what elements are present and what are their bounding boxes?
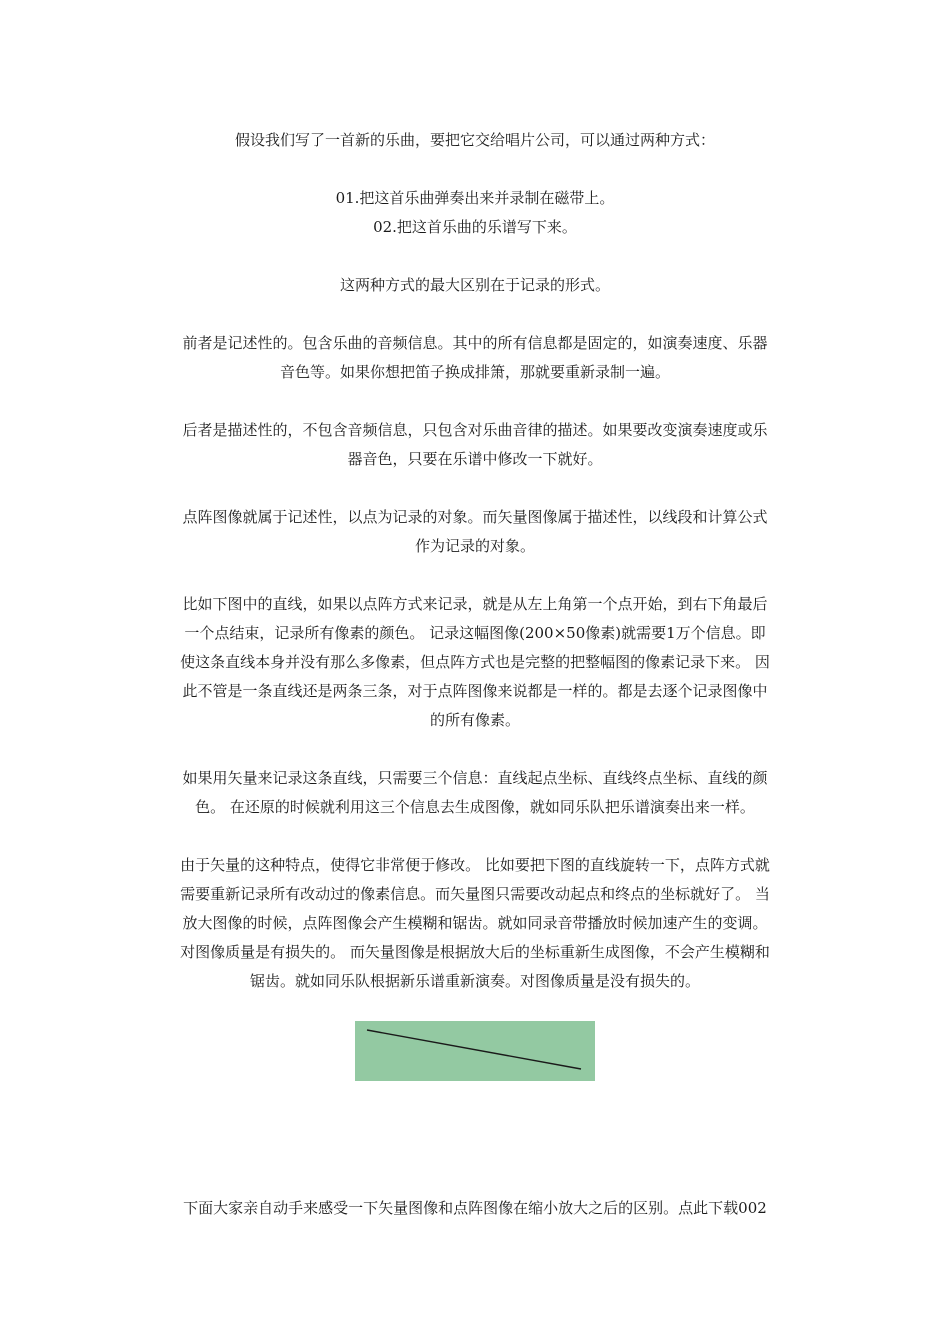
bitmap-line: 作为记录的对象。 [414,537,535,555]
edit-line: 锯齿。就如同乐队根据新乐谱重新演奏。对图像质量是没有损失的。 [249,972,700,990]
bitmap-line: 点阵图像就属于记述性，以点为记录的对象。而矢量图像属于描述性，以线段和计算公式 [182,508,768,526]
edit-line: 放大图像的时候，点阵图像会产生模糊和锯齿。就如同录音带播放时候加速产生的变调。 [182,914,768,932]
example-line: 比如下图中的直线，如果以点阵方式来记录，就是从左上角第一个点开始，到右下角最后 [182,595,768,613]
difference-paragraph: 这两种方式的最大区别在于记录的形式。 [339,276,610,294]
vector-line: 如果用矢量来记录这条直线，只需要三个信息：直线起点坐标、直线终点坐标、直线的颜 [182,769,768,787]
intro-paragraph: 假设我们写了一首新的乐曲，要把它交给唱片公司，可以通过两种方式： [234,131,715,149]
document-body [144,126,806,1081]
example-line: 的所有像素。 [429,711,520,729]
latter-line: 后者是描述性的，不包含音频信息，只包含对乐曲音律的描述。如果要改变演奏速度或乐 [182,421,768,439]
latter-line: 器音色，只要在乐谱中修改一下就好。 [347,450,603,468]
line-figure [355,1021,595,1081]
line-figure-svg [355,1021,595,1081]
example-line: 一个点结束，记录所有像素的颜色。 记录这幅图像(200×50像素)就需要1万个信息。即 [184,624,766,642]
method-2: 02.把这首乐曲的乐谱写下来。 [373,218,577,236]
former-line: 前者是记述性的。包含乐曲的音频信息。其中的所有信息都是固定的，如演奏速度、乐器 [182,334,768,352]
example-line: 此不管是一条直线还是两条三条，对于点阵图像来说都是一样的。都是去逐个记录图像中 [182,682,768,700]
method-1: 01.把这首乐曲弹奏出来并录制在磁带上。 [335,189,615,207]
edit-line: 需要重新记录所有改动过的像素信息。而矢量图只需要改动起点和终点的坐标就好了。 当 [180,885,770,903]
edit-line: 对图像质量是有损失的。 而矢量图像是根据放大后的坐标重新生成图像，不会产生模糊和 [180,943,770,961]
example-line: 使这条直线本身并没有那么多像素，但点阵方式也是完整的把整幅图的像素记录下来。 因 [180,653,770,671]
vector-line: 色。 在还原的时候就利用这三个信息去生成图像，就如同乐队把乐谱演奏出来一样。 [195,798,755,816]
edit-paragraph [144,851,806,996]
bitmap-paragraph [144,503,806,561]
latter-paragraph [144,416,806,474]
example-paragraph [144,590,806,735]
former-paragraph [144,329,806,387]
former-line: 音色等。如果你想把笛子换成排箫，那就要重新录制一遍。 [279,363,670,381]
edit-line: 由于矢量的这种特点，使得它非常便于修改。 比如要把下图的直线旋转一下，点阵方式就 [180,856,770,874]
vector-paragraph [144,764,806,822]
figure-background [355,1021,595,1081]
download-line: 下面大家亲自动手来感受一下矢量图像和点阵图像在缩小放大之后的区别。点此下载002 [183,1199,767,1217]
